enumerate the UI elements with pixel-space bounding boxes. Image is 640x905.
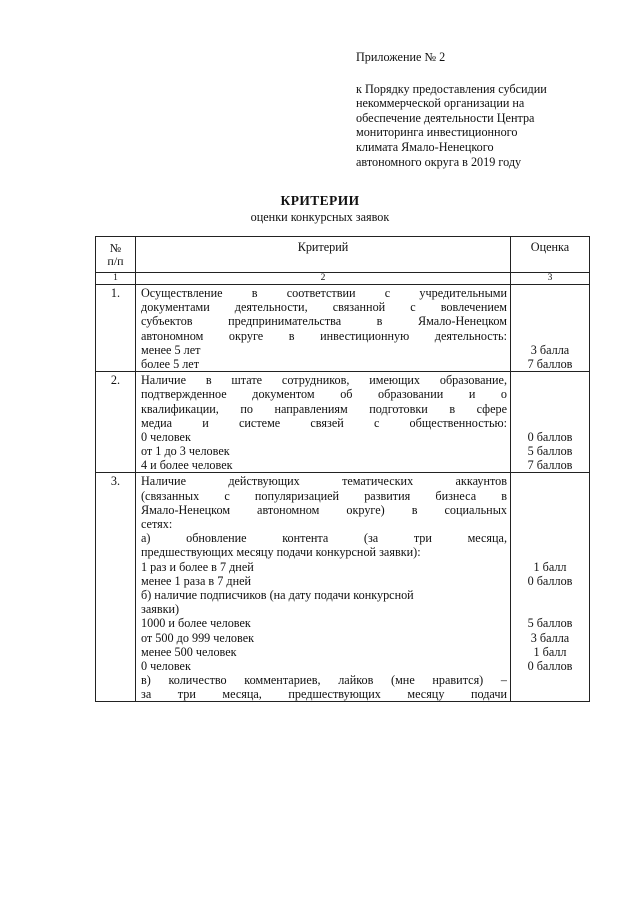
criterion-line: квалификации, по направлениям подготовки в сфере: [141, 401, 507, 416]
annex-block: [356, 50, 618, 169]
score-value: [511, 517, 589, 531]
criterion-cell: [136, 285, 511, 372]
criterion-line: заявки): [141, 602, 180, 617]
score-value: 5 баллов: [527, 444, 573, 459]
score-value: [511, 286, 589, 300]
score-value: [511, 588, 589, 602]
criterion-line: 0 человек: [141, 429, 191, 444]
score-value: 7 баллов: [527, 458, 573, 473]
annex-line: климата Ямало-Ненецкого: [356, 139, 494, 154]
criterion-line: более 5 лет: [141, 356, 200, 371]
criterion-line: автономном округе в инвестиционную деятельность:: [141, 328, 507, 343]
table-header-row: [96, 237, 590, 273]
column-index-row: [96, 273, 590, 285]
score-value: [511, 416, 589, 430]
score-value: 0 баллов: [527, 429, 573, 444]
criterion-line: от 1 до 3 человек: [141, 444, 230, 459]
score-value: 1 балл: [533, 644, 567, 659]
score-value: [511, 373, 589, 387]
score-value: [511, 602, 589, 616]
score-value: 3 балла: [530, 630, 570, 645]
score-value: [511, 402, 589, 416]
criterion-line: в) количество комментариев, лайков (мне нравится) –: [141, 673, 507, 688]
row-number: 1.: [96, 285, 136, 372]
criterion-line: за три месяца, предшествующих месяцу подачи: [141, 687, 507, 702]
score-value: 5 баллов: [527, 616, 573, 631]
score-value: [511, 673, 589, 687]
score-value: [511, 314, 589, 328]
criteria-body: [96, 285, 590, 702]
criterion-line: 4 и более человек: [141, 458, 233, 473]
criterion-line: документами деятельности, связанной с вовлечением: [141, 300, 507, 315]
annex-line: автономного округа в 2019 году: [356, 154, 522, 169]
annex-line: к Порядку предоставления субсидии: [356, 81, 547, 96]
criterion-line: 1 раз и более в 7 дней: [141, 559, 254, 574]
criterion-line: 1000 и более человек: [141, 616, 251, 631]
score-value: [511, 503, 589, 517]
score-value: [511, 531, 589, 545]
header-number-line1: №: [109, 240, 122, 255]
annex-title: Приложение № 2: [356, 50, 446, 64]
score-value: [511, 489, 589, 503]
score-value: [511, 545, 589, 559]
score-value: 1 балл: [533, 559, 567, 574]
column-index: 1: [96, 273, 136, 285]
criterion-line: Наличие действующих тематических аккаунтов: [141, 474, 507, 489]
criterion-line: субъектов предпринимательства в Ямало-Ненецком: [141, 314, 507, 329]
table-row: [96, 372, 590, 473]
score-cell: [511, 473, 590, 702]
annex-line: обеспечение деятельности Центра: [356, 110, 535, 125]
score-value: 0 баллов: [527, 573, 573, 588]
header-criterion: Критерий: [136, 237, 511, 273]
criteria-table: [95, 236, 590, 702]
criterion-line: медиа и системе связей с общественностью:: [141, 415, 507, 430]
criterion-line: сетях:: [141, 517, 173, 531]
score-value: [511, 474, 589, 488]
score-value: [511, 387, 589, 401]
score-value: [511, 300, 589, 314]
header-number: [96, 237, 136, 273]
criterion-line: предшествующих месяцу подачи конкурсной заявки):: [141, 545, 421, 560]
criterion-line: менее 1 раза в 7 дней: [141, 573, 252, 588]
column-index: 2: [136, 273, 511, 285]
criterion-line: подтвержденное документом об образовании и о: [141, 387, 507, 402]
annex-line: мониторинга инвестиционного: [356, 125, 518, 140]
criterion-line: б) наличие подписчиков (на дату подачи конкурсной: [141, 587, 414, 602]
table-row: [96, 473, 590, 702]
score-value: 7 баллов: [527, 356, 573, 371]
annex-line: некоммерческой организации на: [356, 96, 525, 111]
document-title: КРИТЕРИИ: [280, 193, 360, 208]
column-index: 3: [511, 273, 590, 285]
document-subtitle: оценки конкурсных заявок: [250, 210, 390, 224]
criterion-line: Наличие в штате сотрудников, имеющих образование,: [141, 373, 507, 388]
row-number: 3.: [96, 473, 136, 702]
score-cell: [511, 372, 590, 473]
row-number: 2.: [96, 372, 136, 473]
criterion-line: (связанных с популяризацией развития бизнеса в: [141, 488, 507, 503]
criterion-line: менее 500 человек: [141, 644, 237, 659]
score-value: 3 балла: [530, 342, 570, 357]
score-value: 0 баллов: [527, 658, 573, 673]
header-number-line2: п/п: [107, 253, 124, 268]
criterion-line: а) обновление контента (за три месяца,: [141, 531, 507, 546]
score-value: [511, 329, 589, 343]
criterion-line: Осуществление в соответствии с учредительными: [141, 286, 507, 300]
criterion-line: 0 человек: [141, 658, 191, 673]
criterion-line: от 500 до 999 человек: [141, 630, 255, 645]
criterion-line: Ямало-Ненецком автономном округе) в социальных: [141, 502, 507, 517]
criterion-cell: [136, 372, 511, 473]
score-value: [511, 687, 589, 701]
criterion-line: менее 5 лет: [141, 342, 201, 357]
table-row: [96, 285, 590, 372]
header-score: Оценка: [511, 237, 590, 273]
criterion-cell: [136, 473, 511, 702]
score-cell: [511, 285, 590, 372]
